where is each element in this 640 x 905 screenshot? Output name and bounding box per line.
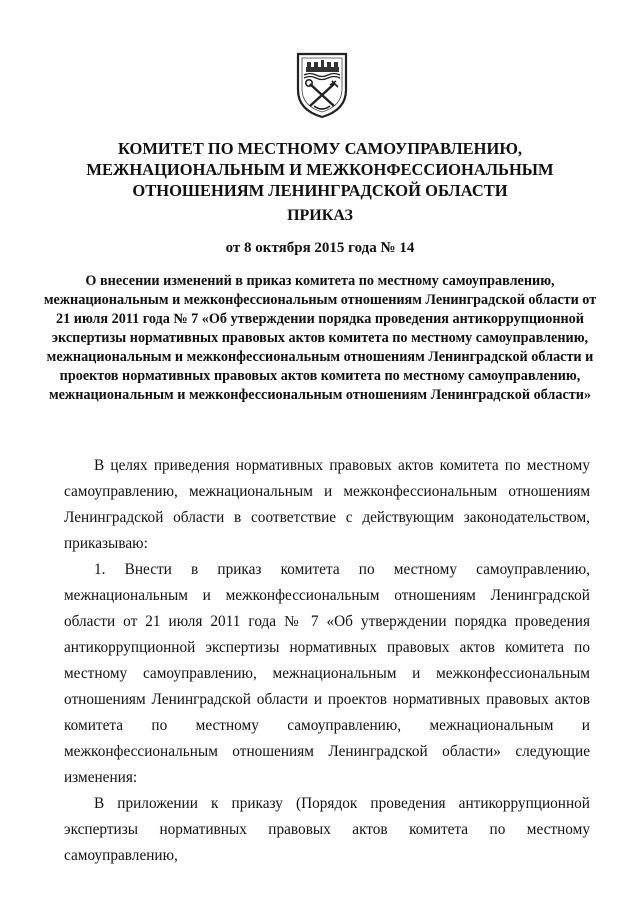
document-type: ПРИКАЗ	[287, 207, 353, 224]
coat-of-arms-icon	[294, 50, 350, 120]
organization-title: КОМИТЕТ ПО МЕСТНОМУ САМОУПРАВЛЕНИЮ, МЕЖНАЦИОНАЛЬНЫМ И МЕЖКОНФЕССИОНАЛЬНЫМ ОТНОШЕНИЯМ ЛЕНИНГРАДСКОЙ ОБЛАСТИ	[86, 139, 554, 200]
document-subject: О внесении изменений в приказ комитета по местному самоуправлению, межнациональным и межконфессиональным отношениям Ленинградской области от 21 июля 2011 года № 7 «Об утверждении порядка проведения антикоррупционной экспертизы нормативных правовых актов комитета по местному самоуправлению, межнациональным и межконфессиональным отношениям Ленинградской области и проектов нормативных правовых актов комитета по местному самоуправлению, межнациональным и межконфессиональным отношениям Ленинградской области»	[43, 273, 597, 403]
body-paragraph: В приложении к приказу (Порядок проведения антикоррупционной экспертизы нормативных правовых актов комитета по местному самоуправлению,	[64, 795, 590, 864]
body-paragraph: В целях приведения нормативных правовых актов комитета по местному самоуправлению, межнациональным и межконфессиональным отношениям Ленинградской области в соответствие с действующим законодательством, приказываю:	[64, 457, 590, 552]
body-paragraph: 1. Внести в приказ комитета по местному самоуправлению, межнациональным и межконфессиональным отношениям Ленинградской области от 21 июля 2011 года № 7 «Об утверждении порядка проведения антикоррупционной экспертизы нормативных правовых актов комитета по местному самоуправлению, межнациональным и межконфессиональным отношениям Ленинградской области и проектов нормативных правовых актов комитета по местному самоуправлению, межнациональным и межконфессиональным отношениям Ленинградской области» следующие изменения:	[64, 561, 590, 786]
document-body	[64, 453, 590, 869]
document-date: от 8 октября 2015 года № 14	[225, 240, 415, 256]
